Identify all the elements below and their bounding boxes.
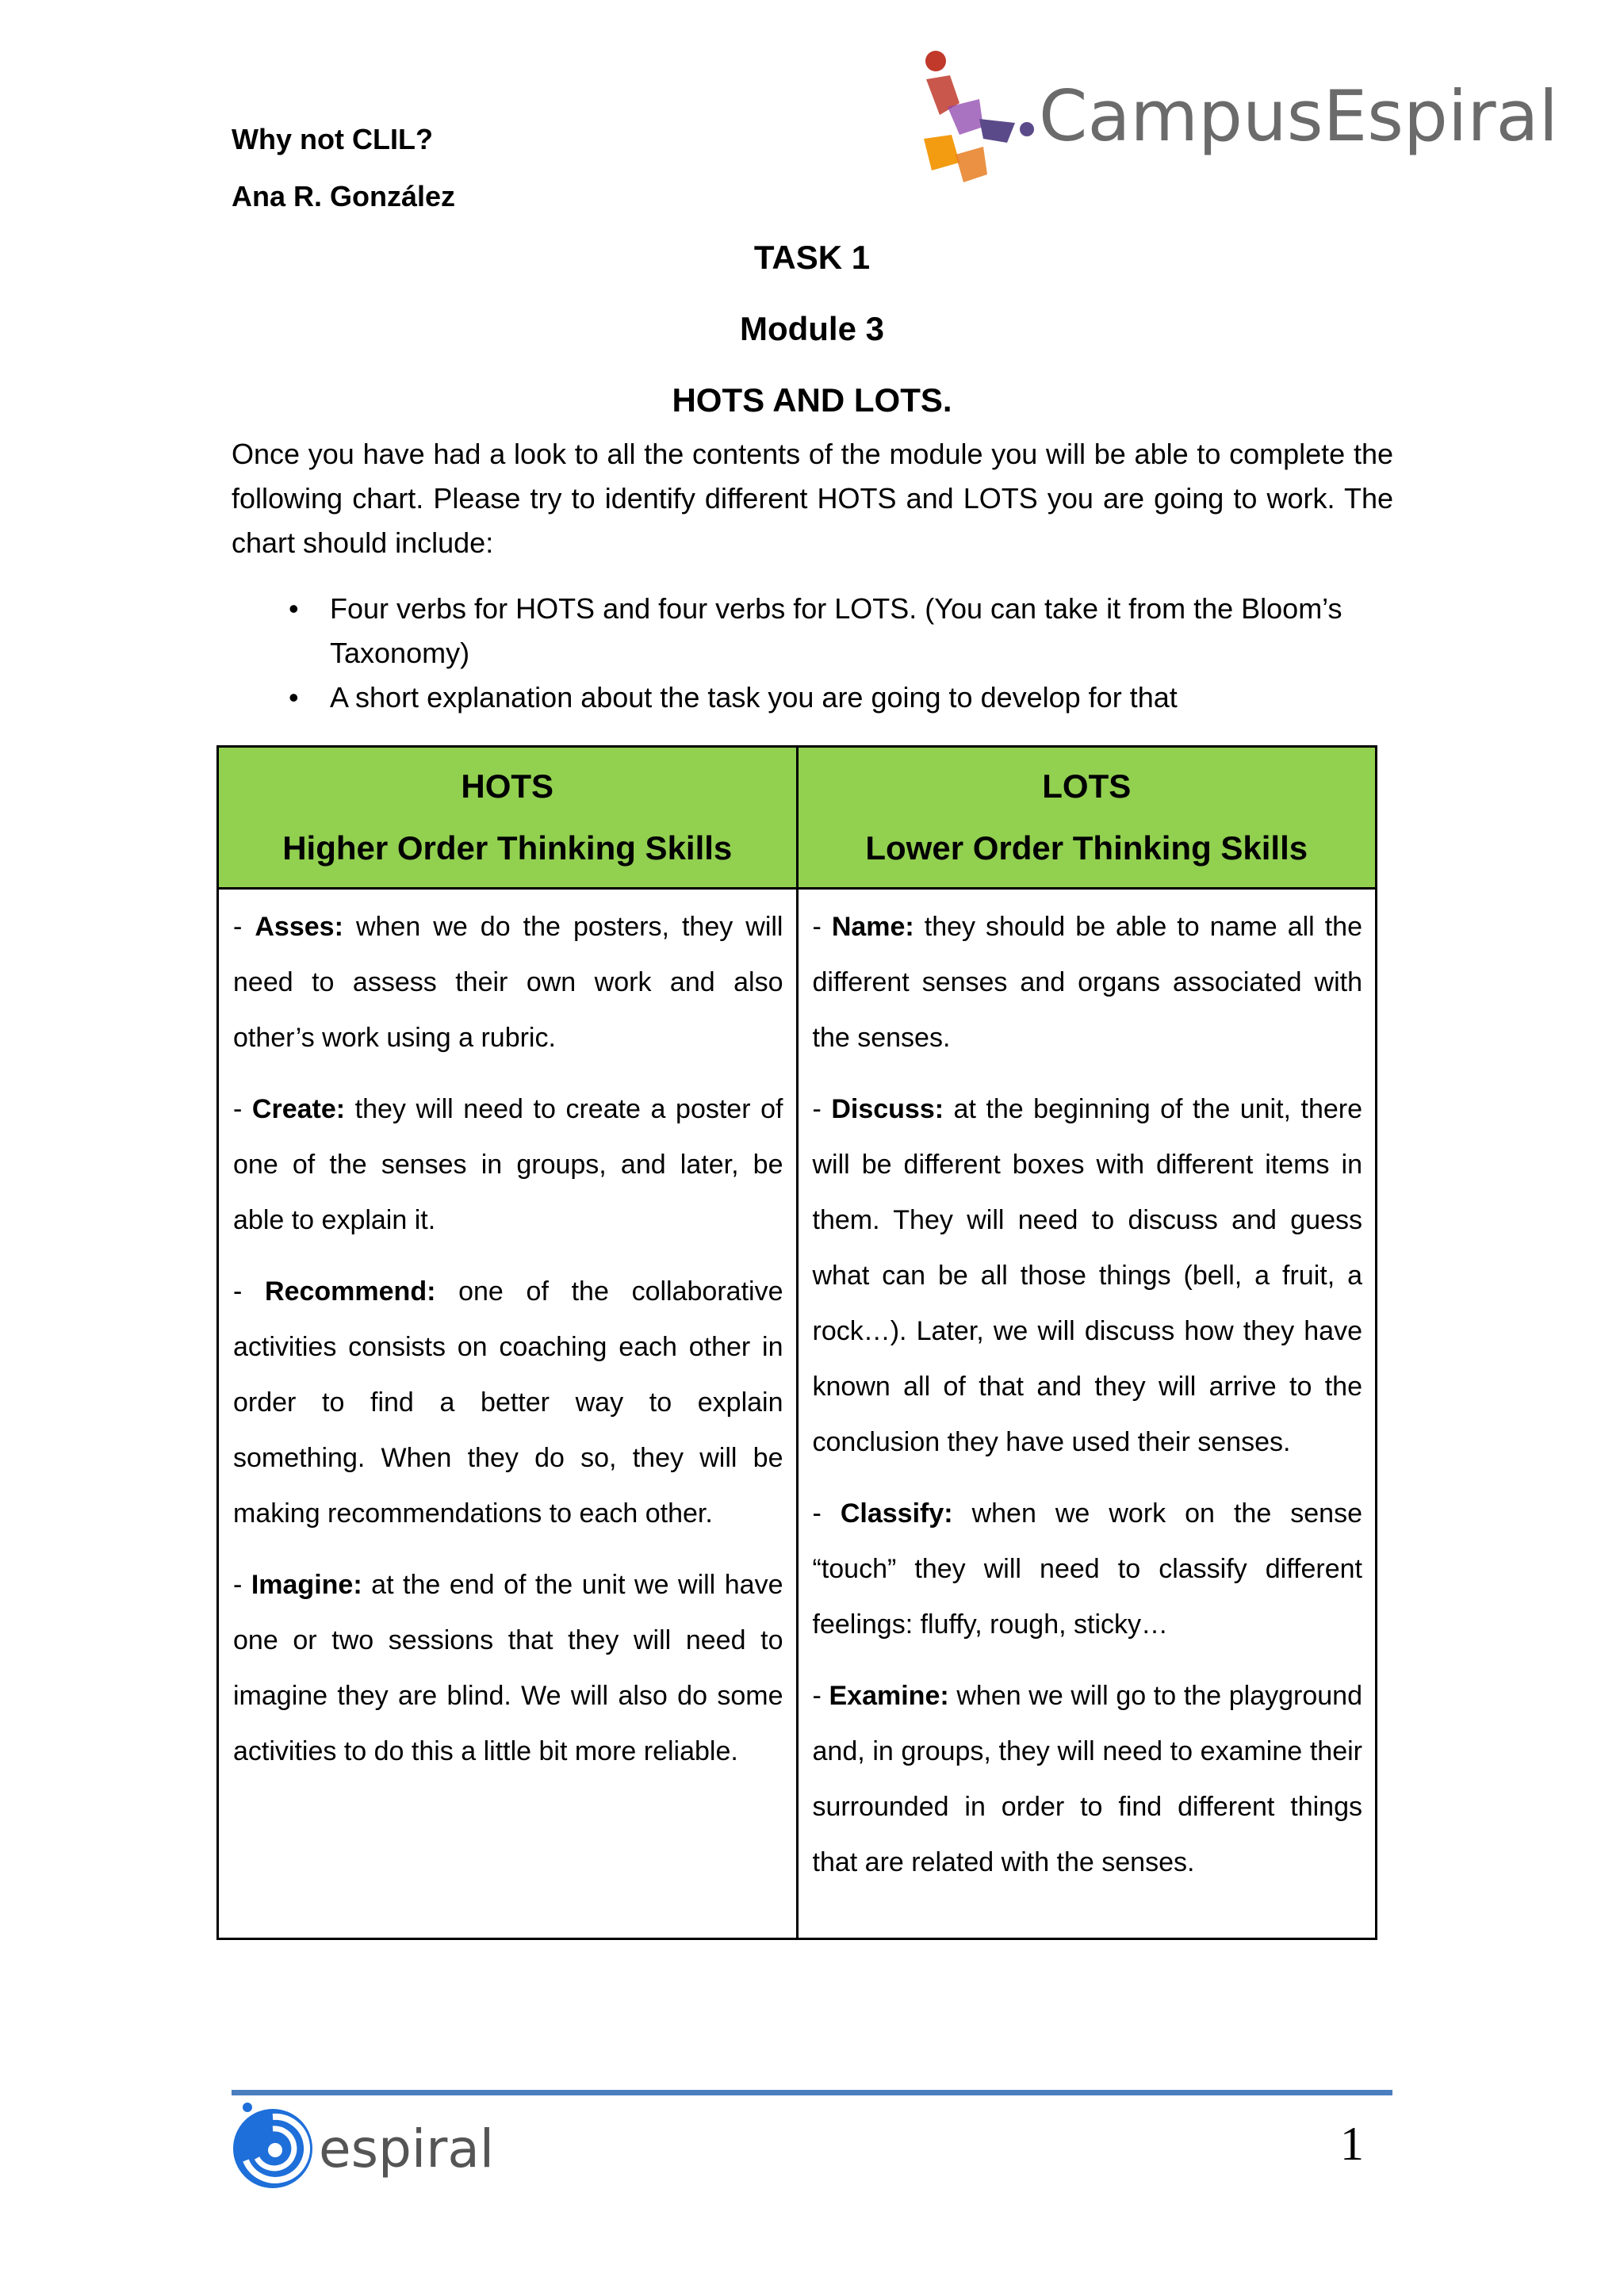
campus-espiral-logo-mark (904, 44, 1039, 190)
lots-verb: Examine: (829, 1681, 949, 1711)
hots-item: - Asses: when we do the posters, they will need to assess their own work and also other’s work using a rubric. (233, 912, 783, 1053)
module-title: Module 3 (739, 310, 884, 347)
hots-lots-table (216, 745, 1377, 1940)
lots-verb: Classify: (840, 1498, 953, 1529)
lots-item: - Name: they should be able to name all the different senses and organs associated with the senses. (812, 912, 1362, 1053)
list-item: • Four verbs for HOTS and four verbs for LOTS. (You can take it from the Bloom’s Taxonomy) (232, 587, 1393, 675)
footer-divider (232, 2090, 1392, 2095)
lots-verb: Name: (831, 912, 914, 942)
list-item: • A short explanation about the task you are going to develop for that (232, 675, 1393, 720)
bullet-icon: • (289, 681, 299, 714)
author-name: Ana R. González (232, 180, 456, 212)
lots-item: - Examine: when we will go to the playground and, in groups, they will need to examine their surrounded in order to find different things that are related with the senses. (812, 1681, 1362, 1877)
lots-subheader: Lower Order Thinking Skills (865, 829, 1308, 867)
page-number: 1 (1340, 2118, 1364, 2170)
campus-espiral-logo-text: CampusEspiral (1039, 75, 1558, 157)
requirements-list (232, 587, 1393, 720)
hots-verb: Asses: (255, 912, 343, 942)
lots-item: - Discuss: at the beginning of the unit, there will be different boxes with different items in them. They will need to discuss and guess what can be all those things (bell, a fruit, a rock…). Later, we will discuss how they have known all of that and they will arrive to the conclusion they have used their senses. (812, 1094, 1362, 1457)
hots-verb: Recommend: (265, 1276, 436, 1307)
hots-header-cell (218, 747, 798, 889)
lots-verb: Discuss: (831, 1094, 944, 1124)
document-titles (0, 222, 1624, 436)
hots-item: - Recommend: one of the collaborative activities consists on coaching each other in order to find a better way to explain something. When they do so, they will be making recommendations to each other. (233, 1276, 783, 1529)
hots-subheader: Higher Order Thinking Skills (282, 829, 733, 867)
lots-header-cell (797, 747, 1377, 889)
document-header (232, 111, 455, 225)
topic-title: HOTS AND LOTS. (672, 381, 952, 419)
hots-item: - Imagine: at the end of the unit we will have one or two sessions that they will need to imagine they are blind. We will also do some activities to do this a little bit more reliable. (233, 1570, 783, 1766)
course-title: Why not CLIL? (232, 123, 433, 155)
espiral-logo-text: espiral (319, 2118, 495, 2179)
lots-header: LOTS (1042, 767, 1132, 805)
hots-header: HOTS (461, 767, 554, 805)
hots-cell (218, 889, 798, 1939)
intro-paragraph: Once you have had a look to all the contents of the module you will be able to complete the following chart. Please try to identify different HOTS and LOTS you are going to work. The chart should include: (232, 438, 1393, 559)
bullet-icon: • (289, 592, 299, 625)
campus-espiral-logo (904, 44, 1558, 190)
lots-cell (797, 889, 1377, 1939)
hots-item: - Create: they will need to create a poster of one of the senses in groups, and later, be able to explain it. (233, 1094, 783, 1235)
task-title: TASK 1 (753, 239, 871, 276)
espiral-logo-icon (232, 2101, 315, 2192)
lots-item: - Classify: when we work on the sense “touch” they will need to classify different feelings: fluffy, rough, sticky… (812, 1498, 1362, 1640)
hots-verb: Imagine: (251, 1570, 362, 1600)
espiral-logo (232, 2101, 495, 2196)
hots-verb: Create: (251, 1094, 346, 1124)
